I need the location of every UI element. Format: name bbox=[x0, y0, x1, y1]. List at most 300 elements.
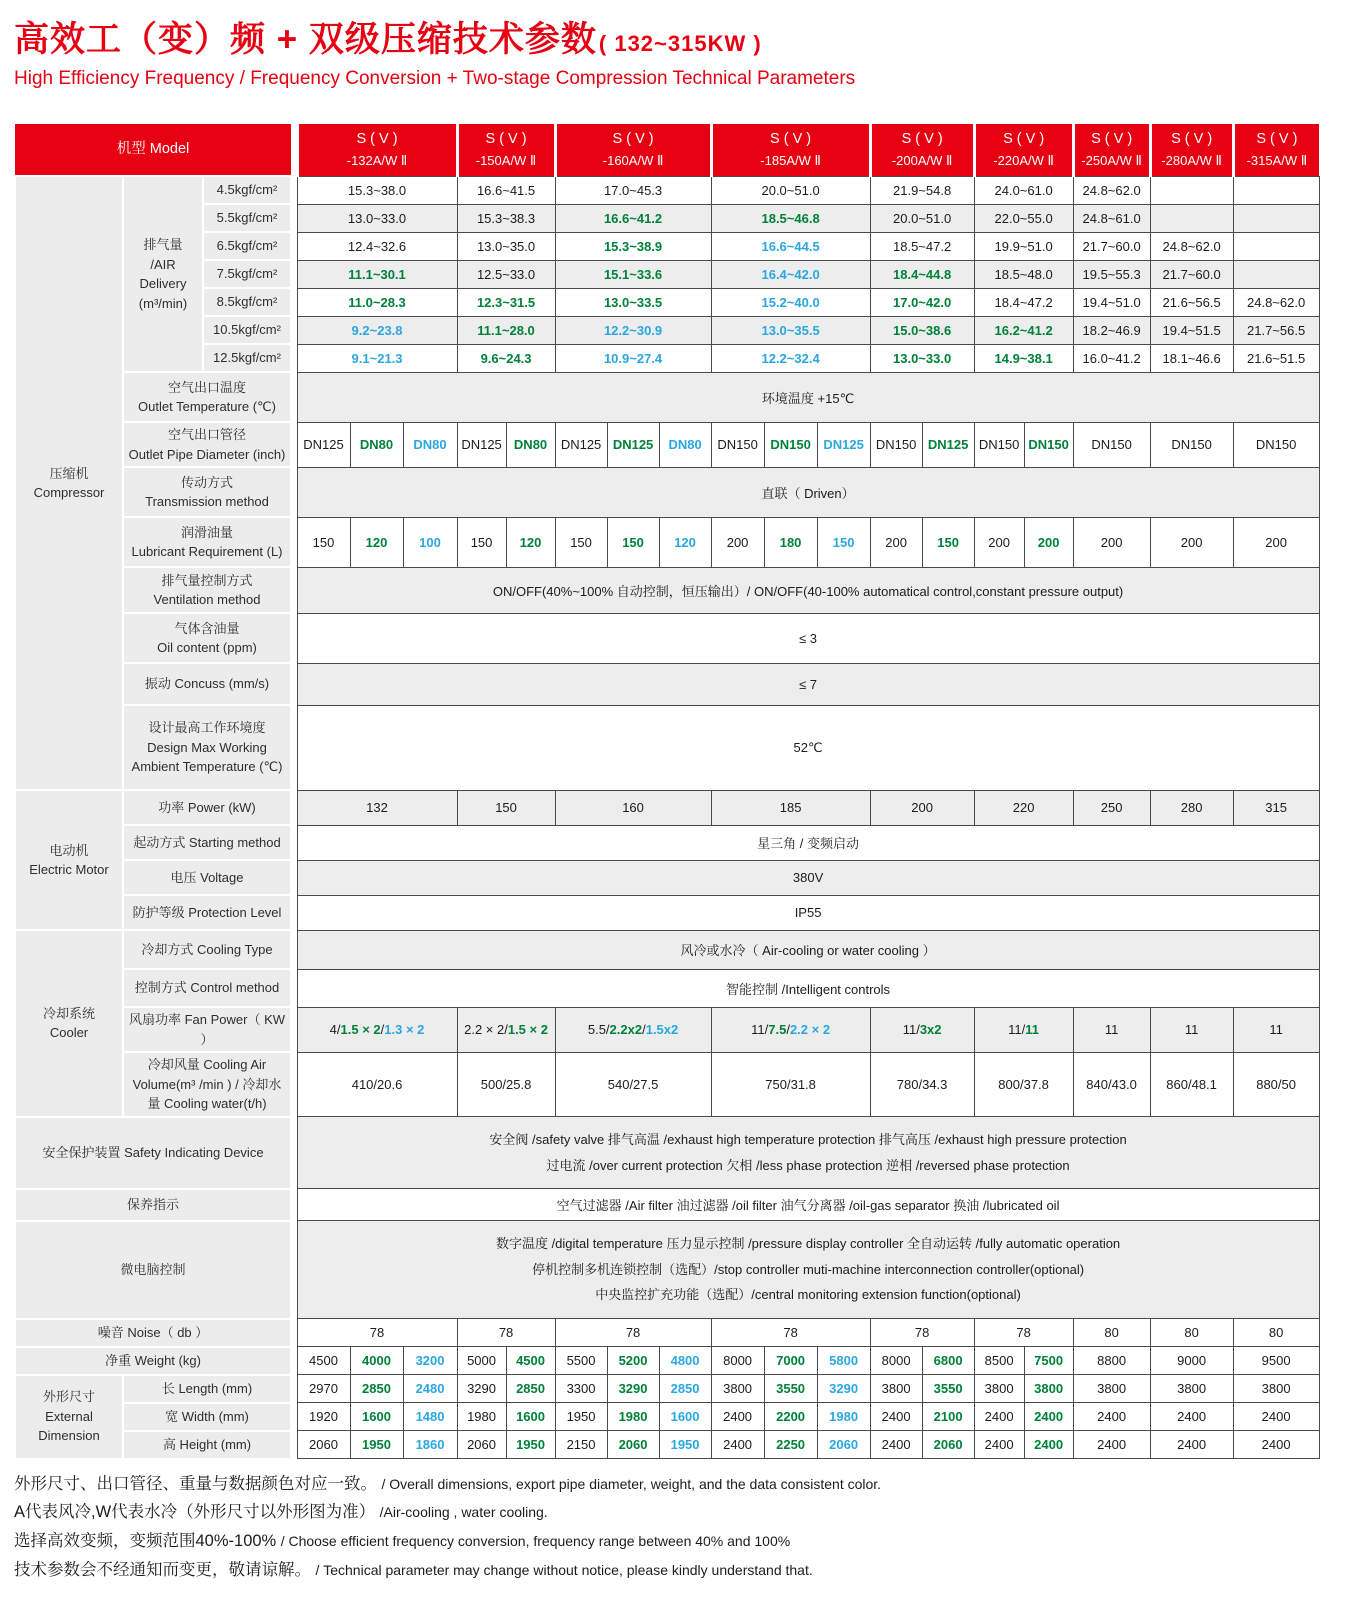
table-row bbox=[15, 1319, 1319, 1347]
page bbox=[14, 12, 1337, 1584]
value-cell: 13.0~35.0 bbox=[457, 232, 555, 260]
value-part: 1.3 × 2 bbox=[384, 1022, 425, 1037]
table-row bbox=[15, 613, 1319, 663]
table-row bbox=[15, 1431, 1319, 1459]
value-cell: 17.0~45.3 bbox=[555, 176, 711, 204]
footnote bbox=[14, 1558, 1337, 1584]
value-cell: 18.1~46.6 bbox=[1150, 344, 1233, 372]
row-label: 冷却风量 Cooling Air Volume(m³ /min ) / 冷却水 量 Cooling water(t/h) bbox=[123, 1052, 291, 1117]
table-row bbox=[15, 232, 1319, 260]
value-subcell: DN150 bbox=[764, 422, 817, 467]
value-subcell: 180 bbox=[764, 517, 817, 567]
model-column-header: S ( V ) -250A/W Ⅱ bbox=[1073, 124, 1150, 176]
table-row bbox=[15, 1221, 1319, 1319]
value-subcell: 3300 bbox=[555, 1375, 607, 1403]
value-subcell: 1600 bbox=[659, 1403, 711, 1431]
row-label: 控制方式 Control method bbox=[123, 969, 291, 1007]
value-cell bbox=[1233, 232, 1319, 260]
value-cell: 15.3~38.0 bbox=[297, 176, 457, 204]
page-subtitle: High Efficiency Frequency / Frequency Conversion + Two-stage Compression Technical Parameters bbox=[14, 68, 856, 89]
value-subcell: 200 bbox=[1073, 517, 1150, 567]
table-row bbox=[15, 705, 1319, 790]
value-cell: 24.8~61.0 bbox=[1073, 204, 1150, 232]
value-cell bbox=[974, 1007, 1073, 1052]
value-cell bbox=[1233, 260, 1319, 288]
value-cell: 20.0~51.0 bbox=[711, 176, 870, 204]
row-label: 气体含油量 Oil content (ppm) bbox=[123, 613, 291, 663]
value-subcell: DN150 bbox=[711, 422, 764, 467]
value-subcell: DN80 bbox=[506, 422, 555, 467]
value-subcell: DN125 bbox=[297, 422, 350, 467]
value-subcell: DN125 bbox=[457, 422, 506, 467]
value-cell: 15.1~33.6 bbox=[555, 260, 711, 288]
value-cell: 78 bbox=[297, 1319, 457, 1347]
table-row bbox=[15, 344, 1319, 372]
value-cell: 18.5~48.0 bbox=[974, 260, 1073, 288]
value-subcell: 2970 bbox=[297, 1375, 350, 1403]
row-label: 风扇功率 Fan Power（ KW ） bbox=[123, 1007, 291, 1052]
value-subcell: 150 bbox=[297, 517, 350, 567]
value-cell: 22.0~55.0 bbox=[974, 204, 1073, 232]
value-cell: 880/50 bbox=[1233, 1052, 1319, 1117]
value-cell: 12.2~32.4 bbox=[711, 344, 870, 372]
value-part: 11/ bbox=[751, 1022, 769, 1037]
value-cell: 24.0~61.0 bbox=[974, 176, 1073, 204]
table-row bbox=[15, 288, 1319, 316]
value-cell: 14.9~38.1 bbox=[974, 344, 1073, 372]
value-subcell: 3800 bbox=[1073, 1375, 1150, 1403]
value-cell: 78 bbox=[870, 1319, 974, 1347]
row-label: 安全保护装置 Safety Indicating Device bbox=[15, 1117, 291, 1189]
value-subcell: 200 bbox=[711, 517, 764, 567]
value-subcell: DN125 bbox=[922, 422, 974, 467]
value-subcell: 2400 bbox=[1024, 1431, 1073, 1459]
pressure-label: 10.5kgf/cm² bbox=[203, 316, 291, 344]
row-label: 排气量控制方式 Ventilation method bbox=[123, 567, 291, 613]
value-cell: 18.5~47.2 bbox=[870, 232, 974, 260]
value-cell: 12.4~32.6 bbox=[297, 232, 457, 260]
value-cell bbox=[1150, 176, 1233, 204]
value-cell: 21.6~56.5 bbox=[1150, 288, 1233, 316]
value-subcell: 4500 bbox=[297, 1347, 350, 1375]
value-cell: 11 bbox=[1073, 1007, 1150, 1052]
value-subcell: DN150 bbox=[1150, 422, 1233, 467]
value-cell: 12.3~31.5 bbox=[457, 288, 555, 316]
value-subcell: 2400 bbox=[1073, 1403, 1150, 1431]
value-cell: 80 bbox=[1150, 1319, 1233, 1347]
value-cell: 17.0~42.0 bbox=[870, 288, 974, 316]
value-subcell: 150 bbox=[922, 517, 974, 567]
value-cell: 132 bbox=[297, 790, 457, 825]
value-cell: 18.5~46.8 bbox=[711, 204, 870, 232]
value-subcell: DN80 bbox=[659, 422, 711, 467]
value-subcell: 1980 bbox=[457, 1403, 506, 1431]
value-cell bbox=[457, 1007, 555, 1052]
value-cell: 160 bbox=[555, 790, 711, 825]
value-part: / bbox=[786, 1022, 790, 1037]
footnote-en: / Overall dimensions, export pipe diameter, weight, and the data consistent color. bbox=[381, 1475, 882, 1492]
merged-value-cell: 安全阀 /safety valve 排气高温 /exhaust high temperature protection 排气高压 /exhaust high pressure protection 过电流 /over current protection 欠相 /less phase protection 逆相 /reversed phase protection bbox=[297, 1117, 1319, 1189]
merged-value-cell: 空气过滤器 /Air filter 油过滤器 /oil filter 油气分离器 /oil-gas separator 换油 /lubricated oil bbox=[297, 1189, 1319, 1221]
value-subcell: 3290 bbox=[457, 1375, 506, 1403]
value-subcell: 2400 bbox=[711, 1403, 764, 1431]
value-cell: 780/34.3 bbox=[870, 1052, 974, 1117]
merged-value-cell: IP55 bbox=[297, 895, 1319, 930]
value-subcell: 1860 bbox=[403, 1431, 457, 1459]
table-row bbox=[15, 316, 1319, 344]
value-subcell: 3800 bbox=[1024, 1375, 1073, 1403]
page-title bbox=[14, 12, 1337, 62]
value-cell: 21.9~54.8 bbox=[870, 176, 974, 204]
value-subcell: 3550 bbox=[922, 1375, 974, 1403]
value-part: 1.5 × 2 bbox=[340, 1022, 381, 1037]
pressure-label: 4.5kgf/cm² bbox=[203, 176, 291, 204]
value-subcell: DN150 bbox=[870, 422, 922, 467]
table-row bbox=[15, 930, 1319, 969]
value-subcell: 8000 bbox=[870, 1347, 922, 1375]
value-subcell: 3800 bbox=[974, 1375, 1024, 1403]
row-label: 保养指示 bbox=[15, 1189, 291, 1221]
value-cell: 21.6~51.5 bbox=[1233, 344, 1319, 372]
value-subcell: 120 bbox=[506, 517, 555, 567]
value-cell bbox=[870, 1007, 974, 1052]
value-subcell: 150 bbox=[457, 517, 506, 567]
parameters-table bbox=[14, 124, 1320, 1460]
value-subcell: 3800 bbox=[870, 1375, 922, 1403]
value-subcell: 2060 bbox=[922, 1431, 974, 1459]
value-subcell: DN150 bbox=[1233, 422, 1319, 467]
value-subcell: 1980 bbox=[817, 1403, 870, 1431]
value-subcell: 5000 bbox=[457, 1347, 506, 1375]
value-subcell: 2060 bbox=[297, 1431, 350, 1459]
row-label: 高 Height (mm) bbox=[123, 1431, 291, 1459]
value-cell: 80 bbox=[1073, 1319, 1150, 1347]
row-label: 润滑油量 Lubricant Requirement (L) bbox=[123, 517, 291, 567]
merged-value-cell: 星三角 / 变频启动 bbox=[297, 825, 1319, 860]
footnote-en: / Choose efficient frequency conversion, frequency range between 40% and 100% bbox=[280, 1533, 791, 1550]
value-cell: 9.1~21.3 bbox=[297, 344, 457, 372]
table-row bbox=[15, 860, 1319, 895]
value-cell: 15.3~38.9 bbox=[555, 232, 711, 260]
value-subcell: 8000 bbox=[711, 1347, 764, 1375]
table-row bbox=[15, 1052, 1319, 1117]
value-cell bbox=[1233, 204, 1319, 232]
value-subcell: 2850 bbox=[659, 1375, 711, 1403]
value-subcell: 2480 bbox=[403, 1375, 457, 1403]
table-row bbox=[15, 1189, 1319, 1221]
value-subcell: 150 bbox=[555, 517, 607, 567]
footnote bbox=[14, 1529, 1337, 1555]
value-cell: 11 bbox=[1150, 1007, 1233, 1052]
row-label: 空气出口管径 Outlet Pipe Diameter (inch) bbox=[123, 422, 291, 467]
value-subcell: 2060 bbox=[817, 1431, 870, 1459]
value-part: 4/ bbox=[329, 1022, 341, 1037]
merged-value-cell: 智能控制 /Intelligent controls bbox=[297, 969, 1319, 1007]
row-label: 起动方式 Starting method bbox=[123, 825, 291, 860]
value-part: 11/ bbox=[1008, 1022, 1026, 1037]
value-subcell: 2100 bbox=[922, 1403, 974, 1431]
value-subcell: 2200 bbox=[764, 1403, 817, 1431]
value-subcell: 2150 bbox=[555, 1431, 607, 1459]
value-subcell: 3290 bbox=[817, 1375, 870, 1403]
value-subcell: 120 bbox=[659, 517, 711, 567]
value-subcell: DN125 bbox=[555, 422, 607, 467]
value-cell bbox=[555, 1007, 711, 1052]
header-row bbox=[15, 124, 1319, 176]
value-cell: 185 bbox=[711, 790, 870, 825]
value-cell: 21.7~60.0 bbox=[1150, 260, 1233, 288]
value-subcell: 200 bbox=[1233, 517, 1319, 567]
table-row bbox=[15, 260, 1319, 288]
value-cell: 80 bbox=[1233, 1319, 1319, 1347]
table-row bbox=[15, 567, 1319, 613]
table-row bbox=[15, 1403, 1319, 1431]
value-subcell: 150 bbox=[817, 517, 870, 567]
value-subcell: DN150 bbox=[1073, 422, 1150, 467]
value-subcell: 3800 bbox=[1233, 1375, 1319, 1403]
pressure-label: 7.5kgf/cm² bbox=[203, 260, 291, 288]
footnote-zh: 技术参数会不经通知而变更，敬请谅解。 bbox=[14, 1560, 311, 1579]
value-subcell: 3800 bbox=[1150, 1375, 1233, 1403]
value-subcell: 2400 bbox=[1073, 1431, 1150, 1459]
value-cell: 16.6~41.2 bbox=[555, 204, 711, 232]
value-subcell: DN125 bbox=[817, 422, 870, 467]
table-row bbox=[15, 825, 1319, 860]
value-subcell: DN150 bbox=[974, 422, 1024, 467]
value-cell: 24.8~62.0 bbox=[1233, 288, 1319, 316]
value-subcell: 100 bbox=[403, 517, 457, 567]
value-cell: 13.0~35.5 bbox=[711, 316, 870, 344]
row-label: 电压 Voltage bbox=[123, 860, 291, 895]
value-subcell: 2400 bbox=[711, 1431, 764, 1459]
value-cell: 220 bbox=[974, 790, 1073, 825]
value-part: 5.5/ bbox=[587, 1022, 610, 1037]
value-subcell: 8500 bbox=[974, 1347, 1024, 1375]
page-title-kw-range: ( 132~315KW ) bbox=[598, 31, 762, 56]
value-subcell: 2400 bbox=[1150, 1431, 1233, 1459]
value-cell bbox=[1233, 176, 1319, 204]
value-cell: 540/27.5 bbox=[555, 1052, 711, 1117]
value-subcell: 1950 bbox=[555, 1403, 607, 1431]
section-label: 冷却系统 Cooler bbox=[15, 930, 123, 1117]
value-subcell: 3550 bbox=[764, 1375, 817, 1403]
value-cell: 15.0~38.6 bbox=[870, 316, 974, 344]
row-label: 微电脑控制 bbox=[15, 1221, 291, 1319]
value-subcell: 2400 bbox=[974, 1403, 1024, 1431]
value-cell: 150 bbox=[457, 790, 555, 825]
value-subcell: 4800 bbox=[659, 1347, 711, 1375]
value-subcell: 7000 bbox=[764, 1347, 817, 1375]
value-subcell: 2400 bbox=[1024, 1403, 1073, 1431]
value-subcell: 5500 bbox=[555, 1347, 607, 1375]
value-cell: 200 bbox=[870, 790, 974, 825]
table-row bbox=[15, 1117, 1319, 1189]
model-column-header: S ( V ) -220A/W Ⅱ bbox=[974, 124, 1073, 176]
value-subcell: 1480 bbox=[403, 1403, 457, 1431]
value-subcell: 2400 bbox=[870, 1431, 922, 1459]
value-cell: 250 bbox=[1073, 790, 1150, 825]
value-subcell: 2850 bbox=[350, 1375, 403, 1403]
value-cell: 500/25.8 bbox=[457, 1052, 555, 1117]
value-subcell: 1950 bbox=[506, 1431, 555, 1459]
value-subcell: 1980 bbox=[607, 1403, 659, 1431]
value-subcell: 2400 bbox=[1233, 1431, 1319, 1459]
row-label: 冷却方式 Cooling Type bbox=[123, 930, 291, 969]
page-title-zh: 高效工（变）频 + 双级压缩技术参数 bbox=[14, 20, 597, 59]
value-subcell: 200 bbox=[1024, 517, 1073, 567]
value-cell: 16.0~41.2 bbox=[1073, 344, 1150, 372]
table-row bbox=[15, 467, 1319, 517]
value-cell: 19.4~51.5 bbox=[1150, 316, 1233, 344]
value-subcell: 6800 bbox=[922, 1347, 974, 1375]
merged-value-cell: 环境温度 +15℃ bbox=[297, 372, 1319, 422]
row-label: 传动方式 Transmission method bbox=[123, 467, 291, 517]
value-subcell: 4500 bbox=[506, 1347, 555, 1375]
value-subcell: 9000 bbox=[1150, 1347, 1233, 1375]
value-part: 2.2x2 bbox=[609, 1022, 643, 1037]
value-part: 3x2 bbox=[919, 1022, 942, 1037]
merged-value-cell: ON/OFF(40%~100% 自动控制，恒压输出）/ ON/OFF(40-100% automatical control,constant pressure output) bbox=[297, 567, 1319, 613]
table-row bbox=[15, 1007, 1319, 1052]
value-subcell: 1950 bbox=[350, 1431, 403, 1459]
value-cell: 18.4~47.2 bbox=[974, 288, 1073, 316]
value-cell: 750/31.8 bbox=[711, 1052, 870, 1117]
section-label: 外形尺寸 External Dimension bbox=[15, 1375, 123, 1459]
value-cell: 12.2~30.9 bbox=[555, 316, 711, 344]
value-cell: 78 bbox=[974, 1319, 1073, 1347]
value-cell: 16.2~41.2 bbox=[974, 316, 1073, 344]
section-label: 压缩机 Compressor bbox=[15, 176, 123, 790]
table-row bbox=[15, 422, 1319, 467]
pressure-label: 12.5kgf/cm² bbox=[203, 344, 291, 372]
value-subcell: 200 bbox=[1150, 517, 1233, 567]
value-cell: 78 bbox=[457, 1319, 555, 1347]
footnote-zh: 外形尺寸、出口管径、重量与数据颜色对应一致。 bbox=[14, 1474, 377, 1493]
row-label: 空气出口温度 Outlet Temperature (℃) bbox=[123, 372, 291, 422]
table-row bbox=[15, 204, 1319, 232]
value-subcell: 5200 bbox=[607, 1347, 659, 1375]
value-cell: 21.7~56.5 bbox=[1233, 316, 1319, 344]
value-part: / bbox=[380, 1022, 385, 1037]
row-label: 功率 Power (kW) bbox=[123, 790, 291, 825]
value-subcell: 200 bbox=[974, 517, 1024, 567]
value-subcell: 3290 bbox=[607, 1375, 659, 1403]
value-part: 1.5 × 2 bbox=[507, 1022, 548, 1037]
table-row bbox=[15, 517, 1319, 567]
table-header bbox=[15, 124, 1319, 176]
row-label: 噪音 Noise（ db ） bbox=[15, 1319, 291, 1347]
value-subcell: DN80 bbox=[350, 422, 403, 467]
value-part: 7.5 bbox=[768, 1022, 787, 1037]
value-part: 2.2 × 2/ bbox=[464, 1022, 508, 1037]
value-cell: 19.9~51.0 bbox=[974, 232, 1073, 260]
value-subcell: DN80 bbox=[403, 422, 457, 467]
value-subcell: 120 bbox=[350, 517, 403, 567]
model-column-header: S ( V ) -185A/W Ⅱ bbox=[711, 124, 870, 176]
row-label: 设计最高工作环境度 Design Max Working Ambient Temperature (℃) bbox=[123, 705, 291, 790]
value-cell: 11.0~28.3 bbox=[297, 288, 457, 316]
model-column-header: S ( V ) -200A/W Ⅱ bbox=[870, 124, 974, 176]
table-row bbox=[15, 790, 1319, 825]
footnote bbox=[14, 1472, 1337, 1498]
value-cell: 315 bbox=[1233, 790, 1319, 825]
model-header-label: 机型 Model bbox=[15, 124, 291, 176]
value-part: 1.5x2 bbox=[645, 1022, 679, 1037]
footnote-zh: 选择高效变频，变频范围40%-100% bbox=[14, 1532, 277, 1551]
row-label: 防护等级 Protection Level bbox=[123, 895, 291, 930]
value-cell: 15.2~40.0 bbox=[711, 288, 870, 316]
value-part: 11 bbox=[1025, 1022, 1040, 1037]
merged-value-cell: 380V bbox=[297, 860, 1319, 895]
row-label: 振动 Concuss (mm/s) bbox=[123, 663, 291, 705]
table-row bbox=[15, 176, 1319, 204]
table-row bbox=[15, 895, 1319, 930]
value-cell: 78 bbox=[555, 1319, 711, 1347]
value-cell: 16.4~42.0 bbox=[711, 260, 870, 288]
value-subcell: DN150 bbox=[1024, 422, 1073, 467]
merged-value-cell: ≤ 3 bbox=[297, 613, 1319, 663]
table-body bbox=[15, 176, 1319, 1459]
value-cell: 15.3~38.3 bbox=[457, 204, 555, 232]
model-column-header: S ( V ) -315A/W Ⅱ bbox=[1233, 124, 1319, 176]
value-cell: 410/20.6 bbox=[297, 1052, 457, 1117]
value-subcell: 2400 bbox=[1233, 1403, 1319, 1431]
value-cell: 280 bbox=[1150, 790, 1233, 825]
value-cell: 19.4~51.0 bbox=[1073, 288, 1150, 316]
value-subcell: 2400 bbox=[1150, 1403, 1233, 1431]
pressure-label: 6.5kgf/cm² bbox=[203, 232, 291, 260]
value-part: / bbox=[642, 1022, 646, 1037]
value-cell: 24.8~62.0 bbox=[1150, 232, 1233, 260]
model-column-header: S ( V ) -132A/W Ⅱ bbox=[297, 124, 457, 176]
pressure-label: 5.5kgf/cm² bbox=[203, 204, 291, 232]
row-label: 净重 Weight (kg) bbox=[15, 1347, 291, 1375]
value-cell: 13.0~33.5 bbox=[555, 288, 711, 316]
value-cell: 800/37.8 bbox=[974, 1052, 1073, 1117]
merged-value-cell: 风冷或水冷（ Air-cooling or water cooling ） bbox=[297, 930, 1319, 969]
value-cell bbox=[1150, 204, 1233, 232]
table-row bbox=[15, 663, 1319, 705]
value-subcell: 2850 bbox=[506, 1375, 555, 1403]
table-row bbox=[15, 969, 1319, 1007]
value-cell bbox=[711, 1007, 870, 1052]
row-label: 长 Length (mm) bbox=[123, 1375, 291, 1403]
value-subcell: 9500 bbox=[1233, 1347, 1319, 1375]
model-column-header: S ( V ) -160A/W Ⅱ bbox=[555, 124, 711, 176]
row-label: 宽 Width (mm) bbox=[123, 1403, 291, 1431]
value-cell: 19.5~55.3 bbox=[1073, 260, 1150, 288]
value-cell: 78 bbox=[711, 1319, 870, 1347]
value-subcell: 8800 bbox=[1073, 1347, 1150, 1375]
footnote-zh: A代表风冷,W代表水冷（外形尺寸以外形图为准） bbox=[14, 1503, 376, 1522]
value-cell: 20.0~51.0 bbox=[870, 204, 974, 232]
value-subcell: DN125 bbox=[607, 422, 659, 467]
merged-value-cell: 直联（ Driven） bbox=[297, 467, 1319, 517]
value-subcell: 150 bbox=[607, 517, 659, 567]
value-cell: 9.2~23.8 bbox=[297, 316, 457, 344]
value-subcell: 4000 bbox=[350, 1347, 403, 1375]
value-cell: 11.1~30.1 bbox=[297, 260, 457, 288]
merged-value-cell: 数字温度 /digital temperature 压力显示控制 /pressure display controller 全自动运转 /fully automatic operation 停机控制多机连锁控制（选配）/stop controller muti-machine interconnection controller(optional) 中央监控扩充功能（选配）/central monitoring extension function(optional) bbox=[297, 1221, 1319, 1319]
footnote-en: / Technical parameter may change without notice, please kindly understand that. bbox=[315, 1561, 813, 1578]
value-cell: 24.8~62.0 bbox=[1073, 176, 1150, 204]
table-row bbox=[15, 372, 1319, 422]
footnote bbox=[14, 1500, 1337, 1526]
value-cell: 11 bbox=[1233, 1007, 1319, 1052]
value-cell: 18.2~46.9 bbox=[1073, 316, 1150, 344]
value-subcell: 2060 bbox=[457, 1431, 506, 1459]
value-subcell: 3200 bbox=[403, 1347, 457, 1375]
